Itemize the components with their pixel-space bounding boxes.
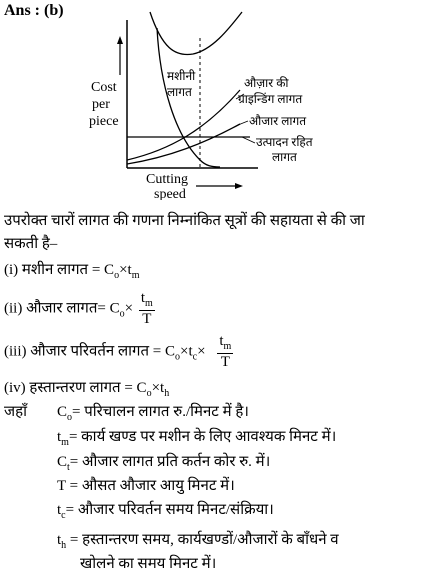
tool-cost-fraction: $\frac{t_m}{T}$ (140, 290, 153, 327)
definition-tm: $t_m=$ कार्य खण्ड पर मशीन के लिए आवश्यक मिनट में। (57, 429, 337, 448)
machine-label-line1: मशीनी (167, 69, 196, 83)
answer-label: Ans : (b) (4, 2, 64, 19)
definition-T: T = औसत औजार आयु मिनट में। (57, 478, 235, 494)
tool-label: औजार लागत (249, 114, 307, 128)
tool-change-fraction: $\frac{t_m}{T}$ (219, 333, 232, 370)
total-cost-curve (150, 12, 242, 55)
intro-line2: सकती है– (4, 236, 58, 252)
definition-th-cont: खोलने का समय मिनट में। (80, 556, 217, 572)
nonproductive-label-line1: उत्पादन रहित (256, 135, 313, 149)
x-label-line1: Cutting (146, 172, 189, 187)
formula-tool-cost: (ii) औजार लागत= $C_o\times$ $\frac{t_m}{T}$ (4, 290, 153, 327)
formula-machine-cost: (i) मशीन लागत = $C_o\times t_m$ (4, 262, 140, 281)
where-label: जहाँ (4, 404, 27, 420)
formula-tool-change-cost: (iii) औजार परिवर्तन लागत = $C_o\times t_c\times$ $\frac{t_m}{T}$ (4, 333, 232, 370)
formula-handling-cost: (iv) हस्तान्तरण लागत = $C_o\times t_h$ (4, 380, 170, 399)
y-label-line1: Cost (91, 80, 117, 95)
grinding-label-line1: औज़ार की (244, 76, 289, 90)
nonproductive-leader (242, 137, 255, 143)
definition-th: $t_h$ = हस्तान्तरण समय, कार्यखण्डों/औजारों के बाँधने व (57, 532, 339, 551)
tool-cost-curve (127, 124, 240, 164)
grinding-label-line2: ग्राइन्डिंग लागत (238, 92, 303, 106)
definition-ct: $C_t=$ औजार लागत प्रति कर्तन कोर रु. में। (57, 454, 271, 473)
y-label-line3: piece (89, 114, 119, 129)
machine-label-line2: लागत (167, 85, 192, 99)
x-arrow-head (235, 183, 243, 189)
cost-speed-diagram (0, 0, 431, 200)
nonproductive-label-line2: लागत (272, 150, 297, 164)
x-label-line2: speed (154, 187, 186, 200)
intro-line1: उपरोक्त चारों लागत की गणना निम्नांकित सूत्रों की सहायता से की जा (4, 213, 365, 229)
tool-leader (238, 121, 248, 125)
definition-tc: $t_c=$ औजार परिवर्तन समय मिनट/संक्रिया। (57, 502, 274, 521)
y-arrow-head (117, 36, 123, 44)
definition-co: $C_o=$ परिचालन लागत रु./मिनट में है। (57, 404, 249, 423)
y-label-line2: per (92, 97, 110, 112)
